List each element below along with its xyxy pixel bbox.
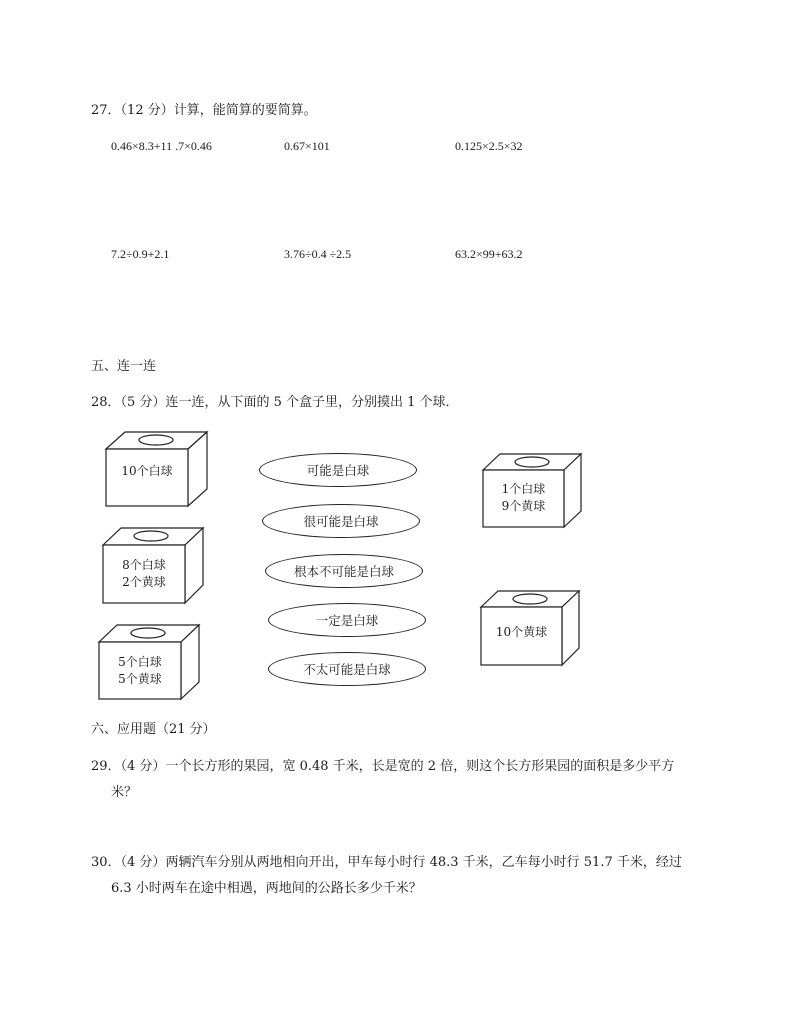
ball-box-3 — [97, 624, 200, 700]
box-2-label-line1: 8个白球 — [122, 558, 166, 572]
section-6-heading: 六、应用题（21 分） — [91, 722, 216, 737]
option-label: 可能是白球 — [306, 463, 370, 478]
expression-2: 0.67×101 — [284, 139, 330, 153]
option-label: 一定是白球 — [315, 613, 379, 628]
option-very-likely-white — [262, 504, 420, 538]
section-5-heading: 五、连一连 — [91, 359, 157, 374]
box-3-label-line1: 5个白球 — [118, 655, 162, 669]
question-29-line2: 米？ — [111, 785, 138, 800]
box-5-label: 10个黄球 — [495, 625, 548, 639]
ball-box-4 — [481, 453, 582, 528]
expression-4: 7.2÷0.9+2.1 — [111, 247, 170, 261]
box-3-label-line2: 5个黄球 — [118, 672, 162, 686]
expression-6: 63.2×99+63.2 — [455, 247, 523, 261]
ball-box-5 — [479, 590, 580, 666]
ball-box-2 — [101, 527, 204, 604]
expression-1: 0.46×8.3+11 .7×0.46 — [111, 139, 212, 153]
option-label: 不太可能是白球 — [303, 662, 391, 677]
question-30-line1: 30．（4 分）两辆汽车分别从两地相向开出，甲车每小时行 48.3 千米，乙车每小时行 51.7 千米，经过 — [91, 855, 682, 870]
option-label: 根本不可能是白球 — [293, 564, 394, 579]
question-27-title: 27．（12 分）计算，能简算的要简算。 — [91, 103, 317, 118]
option-possibly-white — [259, 453, 417, 487]
option-certainly-white — [268, 603, 426, 637]
expression-5: 3.76÷0.4 ÷2.5 — [284, 247, 352, 261]
question-29-line1: 29．（4 分）一个长方形的果园，宽 0.48 千米，长是宽的 2 倍，则这个长方形果园的面积是多少平方 — [91, 759, 675, 774]
question-28-title: 28．（5 分）连一连，从下面的 5 个盒子里，分别摸出 1 个球． — [91, 395, 459, 410]
box-4-label-line2: 9个黄球 — [501, 499, 546, 513]
expression-3: 0.125×2.5×32 — [455, 139, 523, 153]
box-1-label: 10个白球 — [121, 464, 173, 478]
option-label: 很可能是白球 — [303, 514, 379, 529]
option-unlikely-white — [268, 652, 426, 686]
box-4-label-line1: 1个白球 — [501, 482, 546, 496]
box-2-label-line2: 2个黄球 — [122, 575, 166, 589]
ball-box-1 — [103, 431, 208, 507]
option-impossible-white — [265, 554, 423, 588]
question-30-line2: 6.3 小时两车在途中相遇，两地间的公路长多少千米？ — [111, 881, 422, 896]
